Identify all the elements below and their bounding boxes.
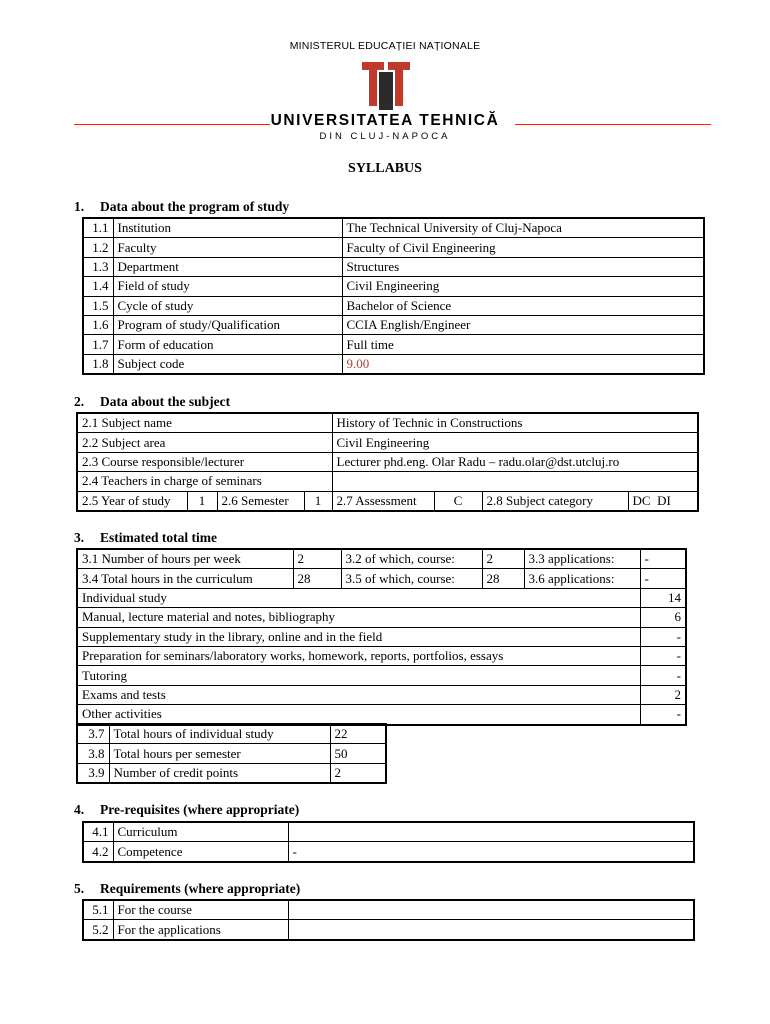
row-label: Faculty	[113, 238, 342, 257]
table-row	[77, 763, 386, 783]
hours-curriculum-label: 3.4 Total hours in the curriculum	[77, 569, 293, 588]
row-value: History of Technic in Constructions	[332, 413, 698, 433]
row-value: Lecturer phd.eng. Olar Radu – radu.olar@dst.utcluj.ro	[332, 452, 698, 471]
subject-table	[76, 412, 699, 512]
hours-curriculum-value: 28	[293, 569, 341, 588]
hours-week-label: 3.1 Number of hours per week	[77, 549, 293, 569]
year-value: 1	[187, 491, 217, 511]
semester-label: 2.6 Semester	[217, 491, 304, 511]
activity-label: Preparation for seminars/laboratory works, homework, reports, portfolios, essays	[77, 646, 640, 665]
row-id: 1.8	[83, 354, 113, 374]
table-row	[77, 588, 686, 607]
row-value: Bachelor of Science	[342, 296, 704, 315]
row-label: 2.3 Course responsible/lecturer	[77, 452, 332, 471]
row-id: 5.2	[83, 920, 113, 940]
semester-value: 1	[304, 491, 332, 511]
row-label: Number of credit points	[109, 763, 330, 783]
section-title: Pre-requisites (where appropriate)	[100, 802, 300, 817]
row-label: Competence	[113, 842, 288, 862]
university-name: UNIVERSITATEA TEHNICĂ	[270, 112, 500, 129]
activity-label: Supplementary study in the library, online and in the field	[77, 627, 640, 646]
activity-value: 6	[640, 608, 686, 627]
applications-value: -	[640, 569, 686, 588]
course-value: 28	[482, 569, 524, 588]
row-value: Civil Engineering	[332, 433, 698, 452]
activity-value: -	[640, 705, 686, 725]
table-row	[77, 666, 686, 685]
row-label: Subject code	[113, 354, 342, 374]
section-title: Data about the subject	[100, 394, 231, 409]
row-id: 1.3	[83, 257, 113, 276]
table-row	[77, 724, 386, 744]
table-row	[83, 900, 694, 920]
row-id: 5.1	[83, 900, 113, 920]
section-3-heading	[74, 530, 217, 546]
applications-label: 3.3 applications:	[524, 549, 640, 569]
table-row	[83, 822, 694, 842]
table-row	[83, 238, 704, 257]
row-id: 1.4	[83, 277, 113, 296]
row-id: 1.6	[83, 315, 113, 334]
course-label: 3.2 of which, course:	[341, 549, 482, 569]
category-di: DI	[657, 492, 671, 508]
row-value: CCIA English/Engineer	[342, 315, 704, 334]
activity-value: -	[640, 627, 686, 646]
row-label: Institution	[113, 218, 342, 238]
table-row	[83, 315, 704, 334]
row-value	[332, 472, 698, 491]
row-id: 3.9	[77, 763, 109, 783]
ministry-name: MINISTERUL EDUCAȚIEI NAȚIONALE	[289, 40, 481, 52]
row-value: Full time	[342, 335, 704, 354]
section-1-heading	[74, 199, 289, 215]
table-row	[77, 413, 698, 433]
row-value	[288, 822, 694, 842]
table-row	[83, 920, 694, 940]
row-label: Cycle of study	[113, 296, 342, 315]
table-row	[77, 608, 686, 627]
row-value: Structures	[342, 257, 704, 276]
table-row	[77, 549, 686, 569]
subject-code-value: 9.00	[342, 354, 704, 374]
row-value: -	[288, 842, 694, 862]
section-number: 1.	[74, 199, 85, 214]
row-label: Field of study	[113, 277, 342, 296]
table-row	[83, 842, 694, 862]
assessment-value: C	[434, 491, 482, 511]
program-table	[82, 217, 705, 375]
table-row	[77, 491, 698, 511]
table-row	[83, 335, 704, 354]
row-label: Department	[113, 257, 342, 276]
hours-week-value: 2	[293, 549, 341, 569]
row-label: 2.4 Teachers in charge of seminars	[77, 472, 332, 491]
row-label: Total hours per semester	[109, 744, 330, 763]
activity-label: Other activities	[77, 705, 640, 725]
section-4-heading	[74, 802, 299, 818]
row-value	[288, 900, 694, 920]
row-label: Total hours of individual study	[109, 724, 330, 744]
table-row	[77, 744, 386, 763]
row-label: Form of education	[113, 335, 342, 354]
category-dc: DC	[632, 492, 651, 508]
university-city: DIN CLUJ-NAPOCA	[319, 131, 451, 142]
year-label: 2.5 Year of study	[77, 491, 187, 511]
course-label: 3.5 of which, course:	[341, 569, 482, 588]
table-row	[77, 433, 698, 452]
university-logo	[360, 60, 412, 112]
section-5-heading	[74, 881, 300, 897]
totals-table	[76, 723, 387, 784]
section-title: Estimated total time	[100, 530, 217, 545]
table-row	[83, 277, 704, 296]
row-value: Civil Engineering	[342, 277, 704, 296]
row-label: 2.1 Subject name	[77, 413, 332, 433]
row-value	[288, 920, 694, 940]
table-row	[77, 569, 686, 588]
table-row	[77, 705, 686, 725]
time-table	[76, 548, 687, 726]
table-row	[77, 685, 686, 704]
row-value: 50	[330, 744, 386, 763]
table-row	[77, 452, 698, 471]
table-row	[83, 257, 704, 276]
prerequisites-table	[82, 821, 695, 863]
applications-label: 3.6 applications:	[524, 569, 640, 588]
row-label: For the course	[113, 900, 288, 920]
activity-label: Individual study	[77, 588, 640, 607]
row-id: 4.2	[83, 842, 113, 862]
activity-value: 14	[640, 588, 686, 607]
table-row	[77, 646, 686, 665]
row-label: Program of study/Qualification	[113, 315, 342, 334]
activity-value: -	[640, 646, 686, 665]
row-id: 3.7	[77, 724, 109, 744]
row-label: Curriculum	[113, 822, 288, 842]
activity-label: Manual, lecture material and notes, bibliography	[77, 608, 640, 627]
table-row	[83, 218, 704, 238]
row-value: The Technical University of Cluj-Napoca	[342, 218, 704, 238]
table-row	[77, 627, 686, 646]
applications-value: -	[640, 549, 686, 569]
row-value: 2	[330, 763, 386, 783]
category-label: 2.8 Subject category	[482, 491, 628, 511]
assessment-label: 2.7 Assessment	[332, 491, 434, 511]
section-title: Data about the program of study	[100, 199, 290, 214]
row-id: 1.2	[83, 238, 113, 257]
document-title: SYLLABUS	[348, 161, 422, 176]
activity-value: 2	[640, 685, 686, 704]
activity-value: -	[640, 666, 686, 685]
section-title: Requirements (where appropriate)	[100, 881, 301, 896]
row-label: For the applications	[113, 920, 288, 940]
row-id: 1.5	[83, 296, 113, 315]
section-number: 4.	[74, 802, 85, 817]
row-value: 22	[330, 724, 386, 744]
row-label: 2.2 Subject area	[77, 433, 332, 452]
activity-label: Exams and tests	[77, 685, 640, 704]
row-id: 1.1	[83, 218, 113, 238]
row-id: 3.8	[77, 744, 109, 763]
section-2-heading	[74, 394, 230, 410]
table-row	[77, 472, 698, 491]
course-value: 2	[482, 549, 524, 569]
table-row	[83, 354, 704, 374]
section-number: 5.	[74, 881, 85, 896]
activity-label: Tutoring	[77, 666, 640, 685]
category-value	[628, 491, 698, 511]
requirements-table	[82, 899, 695, 941]
row-id: 4.1	[83, 822, 113, 842]
table-row	[83, 296, 704, 315]
section-number: 2.	[74, 394, 85, 409]
row-id: 1.7	[83, 335, 113, 354]
section-number: 3.	[74, 530, 85, 545]
row-value: Faculty of Civil Engineering	[342, 238, 704, 257]
